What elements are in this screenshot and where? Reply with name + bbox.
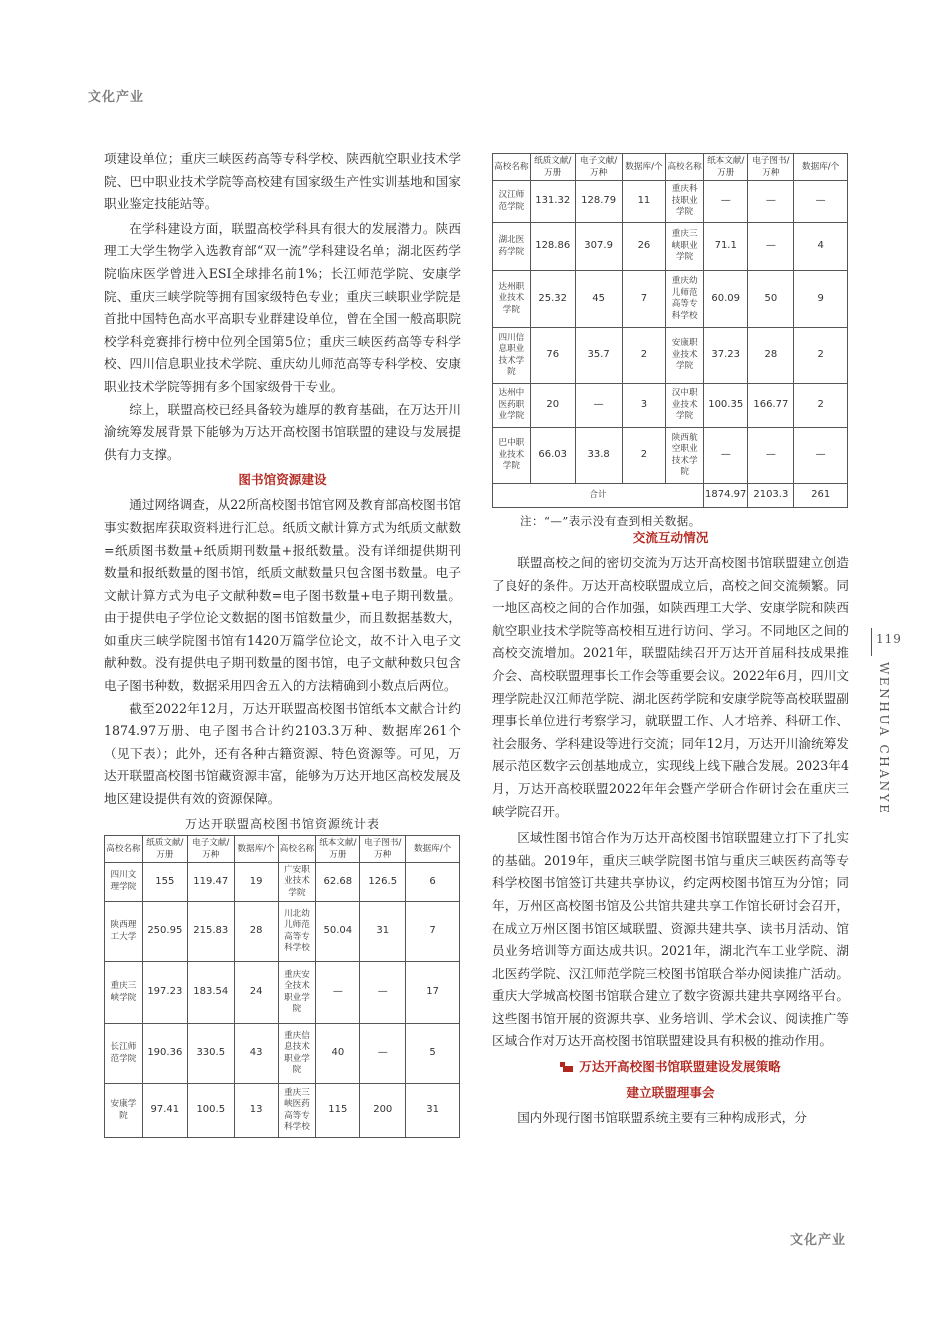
table-row [493,328,848,384]
side-title-text: WENHUA CHANYE [877,662,891,816]
cell: 128.86 [530,223,575,271]
paragraph: 综上，联盟高校已经具备较为雄厚的教育基础，在万达开川渝统筹发展背景下能够为万达开高校图书馆联盟的建设与发展提供有力支撑。 [104,401,461,462]
cell: 2 [622,328,666,384]
total-cell: 1874.97 [704,484,748,508]
page-number: 119 [876,632,902,646]
cell: 71.1 [704,223,748,271]
header-cell: 电子图书/万种 [360,835,406,862]
cell: — [794,428,848,484]
running-header: 文化产业 [88,90,145,105]
cell: 62.68 [316,862,360,902]
paragraph: 在学科建设方面，联盟高校学科具有很大的发展潜力。陕西理工大学生物学入选教育部“双一流”学科建设名单；湖北医药学院临床医学曾进入ESI全球排名前1%；长江师范学院、安康学院、重庆三峡学院等拥有国家级特色专业；重庆三峡职业学院是首批中国特色高水平高职专业群建设单位，曾在全国一般高职院校学科竞赛排行榜中位列全国第5位；重庆三峡医药高等专科学校、四川信息职业技术学院、重庆幼儿师范高等专科学校、安康职业技术学院等拥有多个国家级骨干专业。 [104,220,461,394]
paragraph: 联盟高校之间的密切交流为万达开高校图书馆联盟建立创造了良好的条件。万达开高校联盟成立后，高校之间交流频繁。同一地区高校之间的合作加强，如陕西理工大学、安康学院和陕西航空职业技术学院等高校相互进行访问、学习。不同地区之间的高校交流增加。2021年，联盟陆续召开万达开首届科技成果推介会、高校联盟理事长工作会等重要会议。2022年6月，四川文理学院赴汉江师范学院、湖北医药学院和安康学院等高校联盟副理事长单位进行考察学习，就联盟工作、人才培养、科研工作、社会服务、学科建设等进行交流；同年12月，万达开川渝统筹发展示范区数字云创基地成立，实现线上线下融合发展。2023年4月，万达开高校联盟2022年年会暨产学研合作研讨会在重庆三峡学院召开。 [492,555,849,819]
cell: 76 [530,328,575,384]
cell: 190.36 [142,1024,187,1084]
header-cell: 数据库/个 [794,154,848,181]
table-row [105,1024,460,1084]
cell: 43 [234,1024,278,1084]
cell: 4 [794,223,848,271]
cell: 川北幼儿师范高等专科学校 [278,902,316,962]
cell: 250.95 [142,902,187,962]
resource-table-right [492,153,848,508]
cell: 6 [406,862,460,902]
cell: 200 [360,1084,406,1138]
running-footer: 文化产业 [789,1233,846,1248]
cell: 100.35 [704,384,748,428]
cell: 50 [748,271,794,328]
cell: — [704,181,748,223]
table-note: 注：“—”表示没有查到相关数据。 [520,513,701,528]
cell: 24 [234,962,278,1024]
header-cell: 高校名称 [105,835,143,862]
total-cell: 2103.3 [748,484,794,508]
cell: 5 [406,1024,460,1084]
cell: 7 [622,271,666,328]
table-header-row [105,835,460,862]
table-row [493,223,848,271]
table-row [105,1084,460,1138]
cell: 达州中医药职业学院 [493,384,531,428]
cell: — [316,962,360,1024]
cell: 重庆三峡学院 [105,962,143,1024]
table-header-row [493,154,848,181]
right-column [492,524,849,1130]
cell: 40 [316,1024,360,1084]
cell: 128.79 [575,181,622,223]
header-cell: 数据库/个 [622,154,666,181]
cell: 33.8 [575,428,622,484]
cell: 四川文理学院 [105,862,143,902]
cell: 183.54 [187,962,234,1024]
cell: 31 [360,902,406,962]
cell: 安康职业技术学院 [666,328,704,384]
cell: 28 [234,902,278,962]
cell: 汉中职业技术学院 [666,384,704,428]
cell: 35.7 [575,328,622,384]
cell: 20 [530,384,575,428]
cell: 重庆三峡医药高等专科学校 [278,1084,316,1138]
header-cell: 纸本文献/万册 [316,835,360,862]
left-column [104,148,461,1138]
paragraph: 国内外现行图书馆联盟系统主要有三种构成形式，分 [517,1110,807,1126]
header-cell: 数据库/个 [406,835,460,862]
section-heading: 图书馆资源建设 [238,472,327,488]
cell: 28 [748,328,794,384]
cell: 7 [406,902,460,962]
cell: — [575,384,622,428]
side-divider [871,628,872,656]
cell: — [748,181,794,223]
cell: 25.32 [530,271,575,328]
cell: 2 [794,328,848,384]
cell: — [360,962,406,1024]
total-cell: 261 [794,484,848,508]
cell: 166.77 [748,384,794,428]
cell: 115 [316,1084,360,1138]
header-cell: 电子文献/万种 [575,154,622,181]
cell: 广安职业技术学院 [278,862,316,902]
cell: 97.41 [142,1084,187,1138]
cell: 19 [234,862,278,902]
cell: 9 [794,271,848,328]
cell: 31 [406,1084,460,1138]
cell: 达州职业技术学院 [493,271,531,328]
cell: 湖北医药学院 [493,223,531,271]
cell: 50.04 [316,902,360,962]
header-cell: 数据库/个 [234,835,278,862]
cell: 307.9 [575,223,622,271]
cell: 131.32 [530,181,575,223]
chapter-heading-text: 万达开高校图书馆联盟建设发展策略 [579,1059,781,1075]
paragraph: 项建设单位；重庆三峡医药高等专科学校、陕西航空职业技术学院、巴中职业技术学院等高校建有国家级生产性实训基地和国家职业鉴定技能站等。 [104,151,461,212]
cell: — [704,428,748,484]
cell: 330.5 [187,1024,234,1084]
header-cell: 纸本文献/万册 [704,154,748,181]
cell: 17 [406,962,460,1024]
cell: 197.23 [142,962,187,1024]
cell: 215.83 [187,902,234,962]
resource-table-left [104,835,460,1139]
section-heading: 建立联盟理事会 [626,1085,715,1101]
cell: 37.23 [704,328,748,384]
right-column-table [492,153,849,532]
side-title [873,662,897,816]
table-total-row [493,484,848,508]
cell: 四川信息职业技术学院 [493,328,531,384]
cell: 155 [142,862,187,902]
cell: 2 [622,428,666,484]
table-row [493,181,848,223]
cell: 安康学院 [105,1084,143,1138]
cell: 重庆信息技术职业学院 [278,1024,316,1084]
cell: 重庆三峡职业学院 [666,223,704,271]
cell: 陕西航空职业技术学院 [666,428,704,484]
header-cell: 高校名称 [666,154,704,181]
header-cell: 高校名称 [278,835,316,862]
cell: — [794,181,848,223]
paragraph: 截至2022年12月，万达开联盟高校图书馆纸本文献合计约1874.97万册、电子图书合计约2103.3万种、数据库261个（见下表）；此外，还有各种古籍资源、特色资源等。可见，万达开联盟高校图书馆藏资源丰富，能够为万达开地区高校发展及地区建设提供有效的资源保障。 [104,700,461,807]
cell: 126.5 [360,862,406,902]
cell: 100.5 [187,1084,234,1138]
section-heading: 交流互动情况 [632,530,709,545]
cell: 陕西理工大学 [105,902,143,962]
table-row [493,271,848,328]
chapter-heading [492,1055,849,1079]
table-caption: 万达开联盟高校图书馆资源统计表 [184,816,380,831]
cell: — [360,1024,406,1084]
cell: 26 [622,223,666,271]
header-cell: 电子文献/万种 [187,835,234,862]
table-row [493,384,848,428]
cell: 13 [234,1084,278,1138]
cell: 11 [622,181,666,223]
cell: 2 [794,384,848,428]
header-cell: 纸质文献/万册 [142,835,187,862]
header-cell: 电子图书/万种 [748,154,794,181]
cell: 汉江师范学院 [493,181,531,223]
cell: 45 [575,271,622,328]
table-row [493,428,848,484]
table-row [105,902,460,962]
cell: 巴中职业技术学院 [493,428,531,484]
header-cell: 高校名称 [493,154,531,181]
table-row [105,962,460,1024]
total-label: 合计 [493,484,704,508]
cell: — [748,223,794,271]
paragraph: 通过网络调查，从22所高校图书馆官网及教育部高校图书馆事实数据库获取资料进行汇总。纸质文献计算方式为纸质文献数=纸质图书数量+纸质期刊数量+报纸数量。没有详细提供期刊数量和报纸数量的图书馆，纸质文献数量只包含图书数量。电子文献计算方式为电子文献种数=电子图书数量+电子期刊数量。由于提供电子学位论文数据的图书馆数量少，而且数据基数大，如重庆三峡学院图书馆有1420万篇学位论文，故不计入电子文献种数。没有提供电子期刊数量的图书馆，电子文献种数只包含电子图书种数，数据采用四舍五入的方法精确到小数点后两位。 [104,497,461,694]
cell: 60.09 [704,271,748,328]
heading-marker-icon [560,1062,573,1072]
cell: 重庆幼儿师范高等专科学校 [666,271,704,328]
cell: 重庆科技职业学院 [666,181,704,223]
paragraph: 区域性图书馆合作为万达开高校图书馆联盟建立打下了扎实的基础。2019年，重庆三峡学院图书馆与重庆三峡医药高等专科学校图书馆签订共建共享协议，约定两校图书馆互为分馆；同年，万州区高校图书馆及公共馆共建共享工作馆长研讨会召开，在成立万州区图书馆区域联盟、资源共建共享、读书月活动、馆员业务培训等方面达成共识。2021年，湖北汽车工业学院、湖北医药学院、汉江师范学院三校图书馆联合举办阅读推广活动。重庆大学城高校图书馆联合建立了数字资源共建共享网络平台。这些图书馆开展的资源共享、业务培训、学术会议、阅读推广等区域合作对万达开高校图书馆联盟建设具有积极的推动作用。 [492,830,849,1049]
cell: 66.03 [530,428,575,484]
cell: 长江师范学院 [105,1024,143,1084]
table-row [105,862,460,902]
cell: 119.47 [187,862,234,902]
cell: — [748,428,794,484]
cell: 重庆安全技术职业学院 [278,962,316,1024]
header-cell: 纸质文献/万册 [530,154,575,181]
cell: 3 [622,384,666,428]
